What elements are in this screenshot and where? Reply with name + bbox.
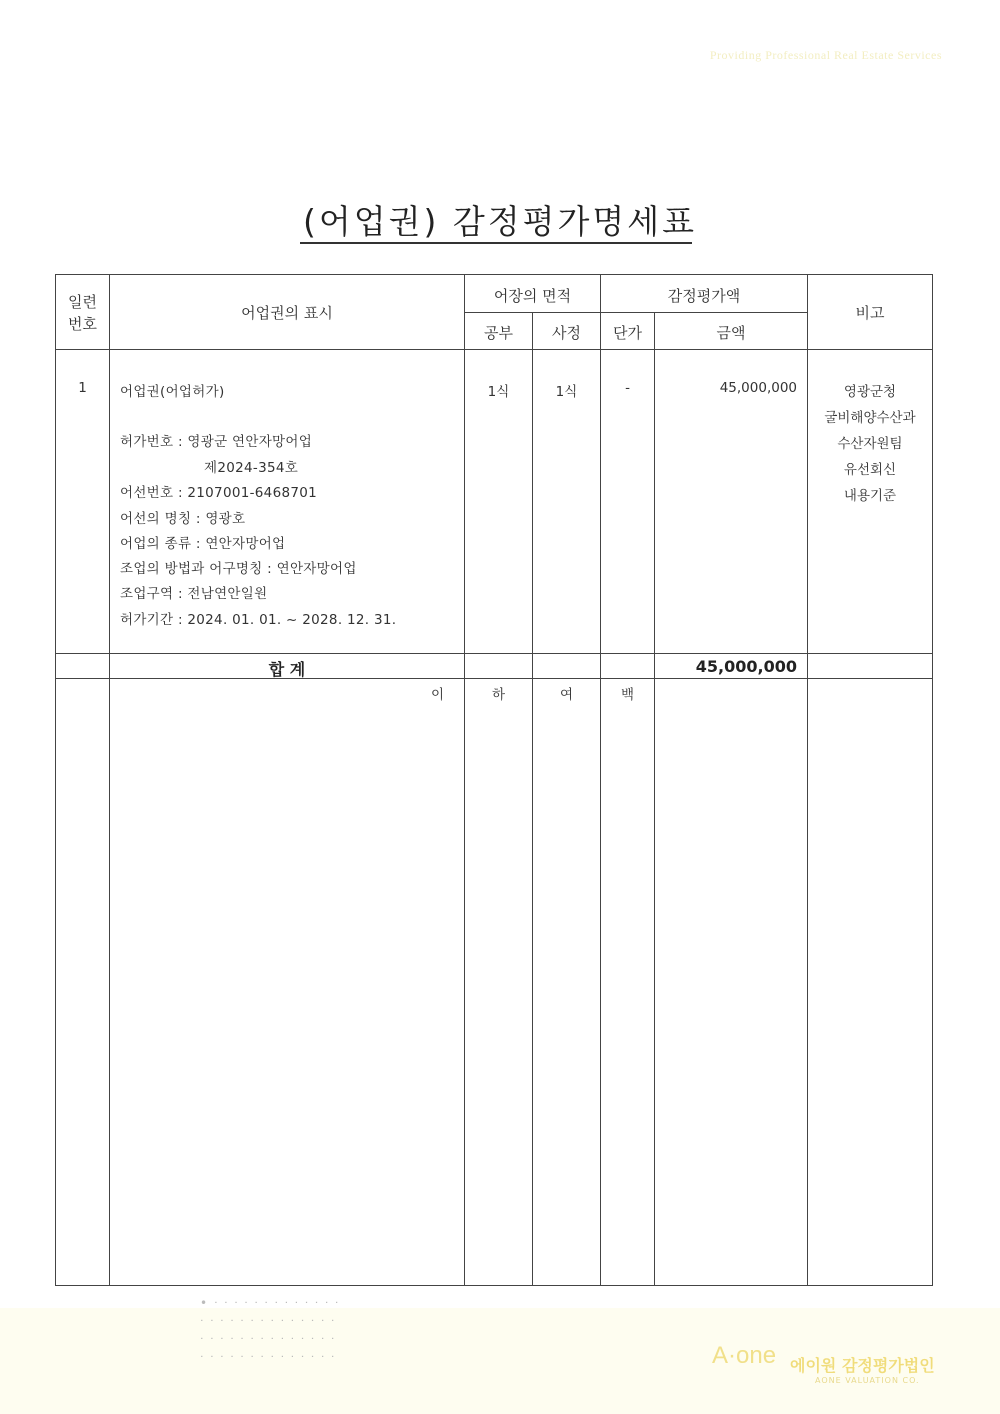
description-line: 어업의 종류 : 연안자망어업 xyxy=(120,536,286,552)
description-line: 허가번호 : 영광군 연안자망어업 xyxy=(120,434,313,450)
company-subtitle: AONE VALUATION CO. xyxy=(815,1376,920,1385)
total-amount: 45,000,000 xyxy=(695,657,797,676)
row-unit-price: - xyxy=(625,380,630,396)
header-serial-line1: 일련 xyxy=(68,293,97,311)
header-serial-line2: 번호 xyxy=(68,315,97,333)
header-remarks: 비고 xyxy=(855,304,885,322)
blank-word: 백 xyxy=(620,687,635,703)
remarks-line: 굴비해양수산과 xyxy=(824,410,916,426)
header-bottom-border xyxy=(55,349,933,350)
company-name: 에이원 감정평가법인 xyxy=(790,1356,935,1375)
description-line: 조업구역 : 전남연안일원 xyxy=(120,586,268,602)
header-valuation: 감정평가액 xyxy=(667,287,741,305)
remarks-line: 유선회신 xyxy=(843,462,897,478)
description-line: 어업권(어업허가) xyxy=(120,384,225,400)
blank-word: 하 xyxy=(491,687,506,703)
header-unit-price: 단가 xyxy=(613,324,642,342)
description-line: 제2024-354호 xyxy=(204,460,299,476)
description-line: 어선번호 : 2107001-6468701 xyxy=(120,485,318,501)
description-line: 어선의 명칭 : 영광호 xyxy=(120,511,246,527)
remarks-line: 영광군청 xyxy=(843,384,897,400)
header-description: 어업권의 표시 xyxy=(241,304,333,322)
total-label: 합 계 xyxy=(268,660,306,679)
remarks-line: 수산자원팀 xyxy=(837,436,903,452)
row-amount: 45,000,000 xyxy=(719,380,797,396)
blank-word: 여 xyxy=(559,687,574,703)
table-top-border xyxy=(55,274,933,275)
description-line: 허가기간 : 2024. 01. 01. ~ 2028. 12. 31. xyxy=(120,612,397,628)
table-right-border xyxy=(932,274,933,1286)
header-amount: 금액 xyxy=(716,324,746,342)
row-serial: 1 xyxy=(78,380,87,396)
row-area-actual: 1식 xyxy=(555,384,578,400)
col-divider-area xyxy=(600,274,601,1286)
col-divider-area-public xyxy=(532,312,533,1286)
row-area-public: 1식 xyxy=(487,384,510,400)
remarks-line: 내용기준 xyxy=(843,488,897,504)
header-area: 어장의 면적 xyxy=(493,287,572,305)
table-bottom-border xyxy=(55,1285,933,1286)
header-watermark: Providing Professional Real Estate Services xyxy=(709,48,942,62)
col-divider-unit-price xyxy=(654,312,655,1286)
blank-word: 이 xyxy=(430,687,444,703)
total-row-top xyxy=(55,653,933,654)
page-title: (어업권) 감정평가명세표 xyxy=(302,202,698,241)
col-divider-serial xyxy=(109,274,110,1286)
col-divider-description xyxy=(464,274,465,1286)
title-underline xyxy=(300,242,692,244)
header-area-public: 공부 xyxy=(484,324,513,342)
header-sub-divider xyxy=(464,312,807,313)
description-line: 조업의 방법과 어구명칭 : 연안자망어업 xyxy=(120,561,357,577)
company-logo-icon: A·one xyxy=(712,1342,777,1369)
table-left-border xyxy=(55,274,56,1286)
decorative-dots: •ᐧᐧᐧᐧᐧᐧᐧᐧᐧᐧᐧᐧᐧ ᐧᐧᐧᐧᐧᐧᐧᐧᐧᐧᐧᐧᐧᐧ ᐧᐧᐧᐧᐧᐧᐧᐧᐧᐧᐧᐧᐧᐧ ᐧᐧᐧᐧᐧᐧᐧᐧᐧᐧᐧᐧᐧᐧ xyxy=(200,1296,345,1364)
header-area-actual: 사정 xyxy=(552,324,581,342)
